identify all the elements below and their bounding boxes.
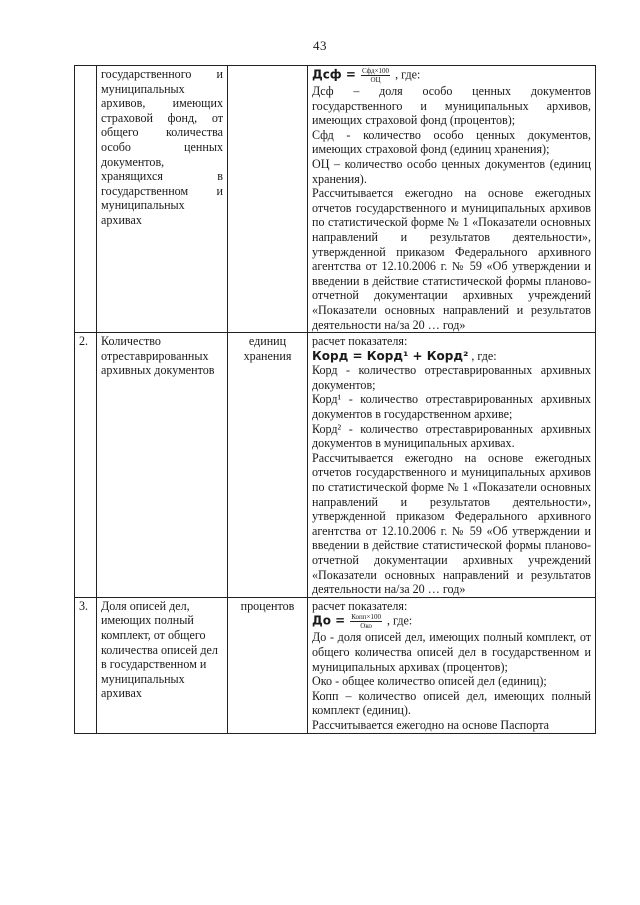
formula [312, 349, 591, 364]
formula-numerator: Копп×100 [351, 613, 381, 622]
desc-paragraph: Дсф – доля особо ценных документов государственного и муниципальных архивов, имеющих страховой фонд (процентов); [312, 84, 591, 128]
desc-paragraph: Копп – количество описей дел, имеющих полный комплект (единиц). [312, 688, 591, 718]
calc-intro: расчет показателя: [312, 598, 408, 613]
formula-denominator: ОЦ [370, 76, 381, 84]
formula [312, 67, 591, 84]
calc-intro: расчет показателя: [312, 334, 408, 349]
indicator-name: государственного и муниципальных архивов, имеющих страховой фонд, от общего количества особо ценных документов, хранящихся в государственном и муниципальных архивах [97, 66, 228, 333]
formula-fraction [361, 67, 390, 84]
table-row [75, 66, 596, 333]
row-number [75, 66, 97, 333]
table-row [75, 333, 596, 598]
formula-lhs: До = [312, 613, 346, 628]
desc-paragraph: Корд - количество отреставрированных архивных документов; [312, 363, 591, 392]
indicator-description [308, 66, 596, 333]
formula-numerator: Сфд×100 [361, 67, 390, 75]
indicator-description [308, 597, 596, 733]
unit-of-measure [228, 66, 308, 333]
formula-tail: , где: [387, 613, 413, 628]
table-row [75, 597, 596, 733]
unit-of-measure: процентов [228, 597, 308, 733]
desc-paragraph: Корд¹ - количество отреставрированных архивных документов в государственном архиве; [312, 392, 591, 422]
formula-tail: , где: [395, 67, 421, 82]
desc-paragraph: Рассчитывается ежегодно на основе Паспорта [312, 717, 550, 732]
row-number: 2. [75, 333, 97, 598]
row-number: 3. [75, 597, 97, 733]
desc-paragraph: Рассчитывается ежегодно на основе ежегодных отчетов государственного и муниципальных архивов по статистической форме № 1 «Показатели основных направлений и результатов деятельности», утвержденной приказом Федерального архивного агентства от 12.10.2006 г. № 59 «Об утверждении и введении в действие статистической формы планово-отчетной документации архивных учреждений «Показатели основных направлений и результатов деятельности на/за 20 … год» [312, 186, 591, 332]
formula-expression: Корд = Корд¹ + Корд² [312, 348, 469, 363]
desc-paragraph: ОЦ – количество особо ценных документов (единиц хранения). [312, 156, 591, 186]
formula-denominator: Око [360, 622, 372, 631]
formula-lhs: Дсф = [312, 67, 356, 82]
desc-paragraph: Око - общее количество описей дел (единиц); [312, 674, 547, 689]
unit-of-measure: единиц хранения [228, 333, 308, 598]
desc-paragraph: Корд² - количество отреставрированных архивных документов в муниципальных архивах. [312, 421, 591, 451]
indicator-name: Доля описей дел, имеющих полный комплект, от общего количества описей дел в государственном и муниципальных архивах [97, 597, 228, 733]
desc-paragraph: Рассчитывается ежегодно на основе ежегодных отчетов государственного и муниципальных архивов по статистической форме № 1 «Показатели основных направлений и результатов деятельности», утвержденной приказом Федерального архивного агентства от 12.10.2006 г. № 59 «Об утверждении и введении в действие статистической формы планово-отчетной документации архивных учреждений «Показатели основных направлений и результатов деятельности на/за 20 … год» [312, 450, 591, 597]
desc-paragraph: До - доля описей дел, имеющих полный комплект, от общего количества описей дел в государственном и муниципальных архивах (процентов); [312, 630, 591, 674]
indicators-table [74, 65, 596, 734]
indicator-description [308, 333, 596, 598]
formula [312, 613, 591, 630]
formula-fraction [350, 613, 382, 630]
formula-tail: , где: [471, 348, 497, 363]
desc-paragraph: Сфд - количество особо ценных документов, имеющих страховой фонд (единиц хранения); [312, 127, 591, 157]
indicator-name: Количество отреставрированных архивных документов [97, 333, 228, 598]
page-number: 43 [313, 38, 327, 53]
